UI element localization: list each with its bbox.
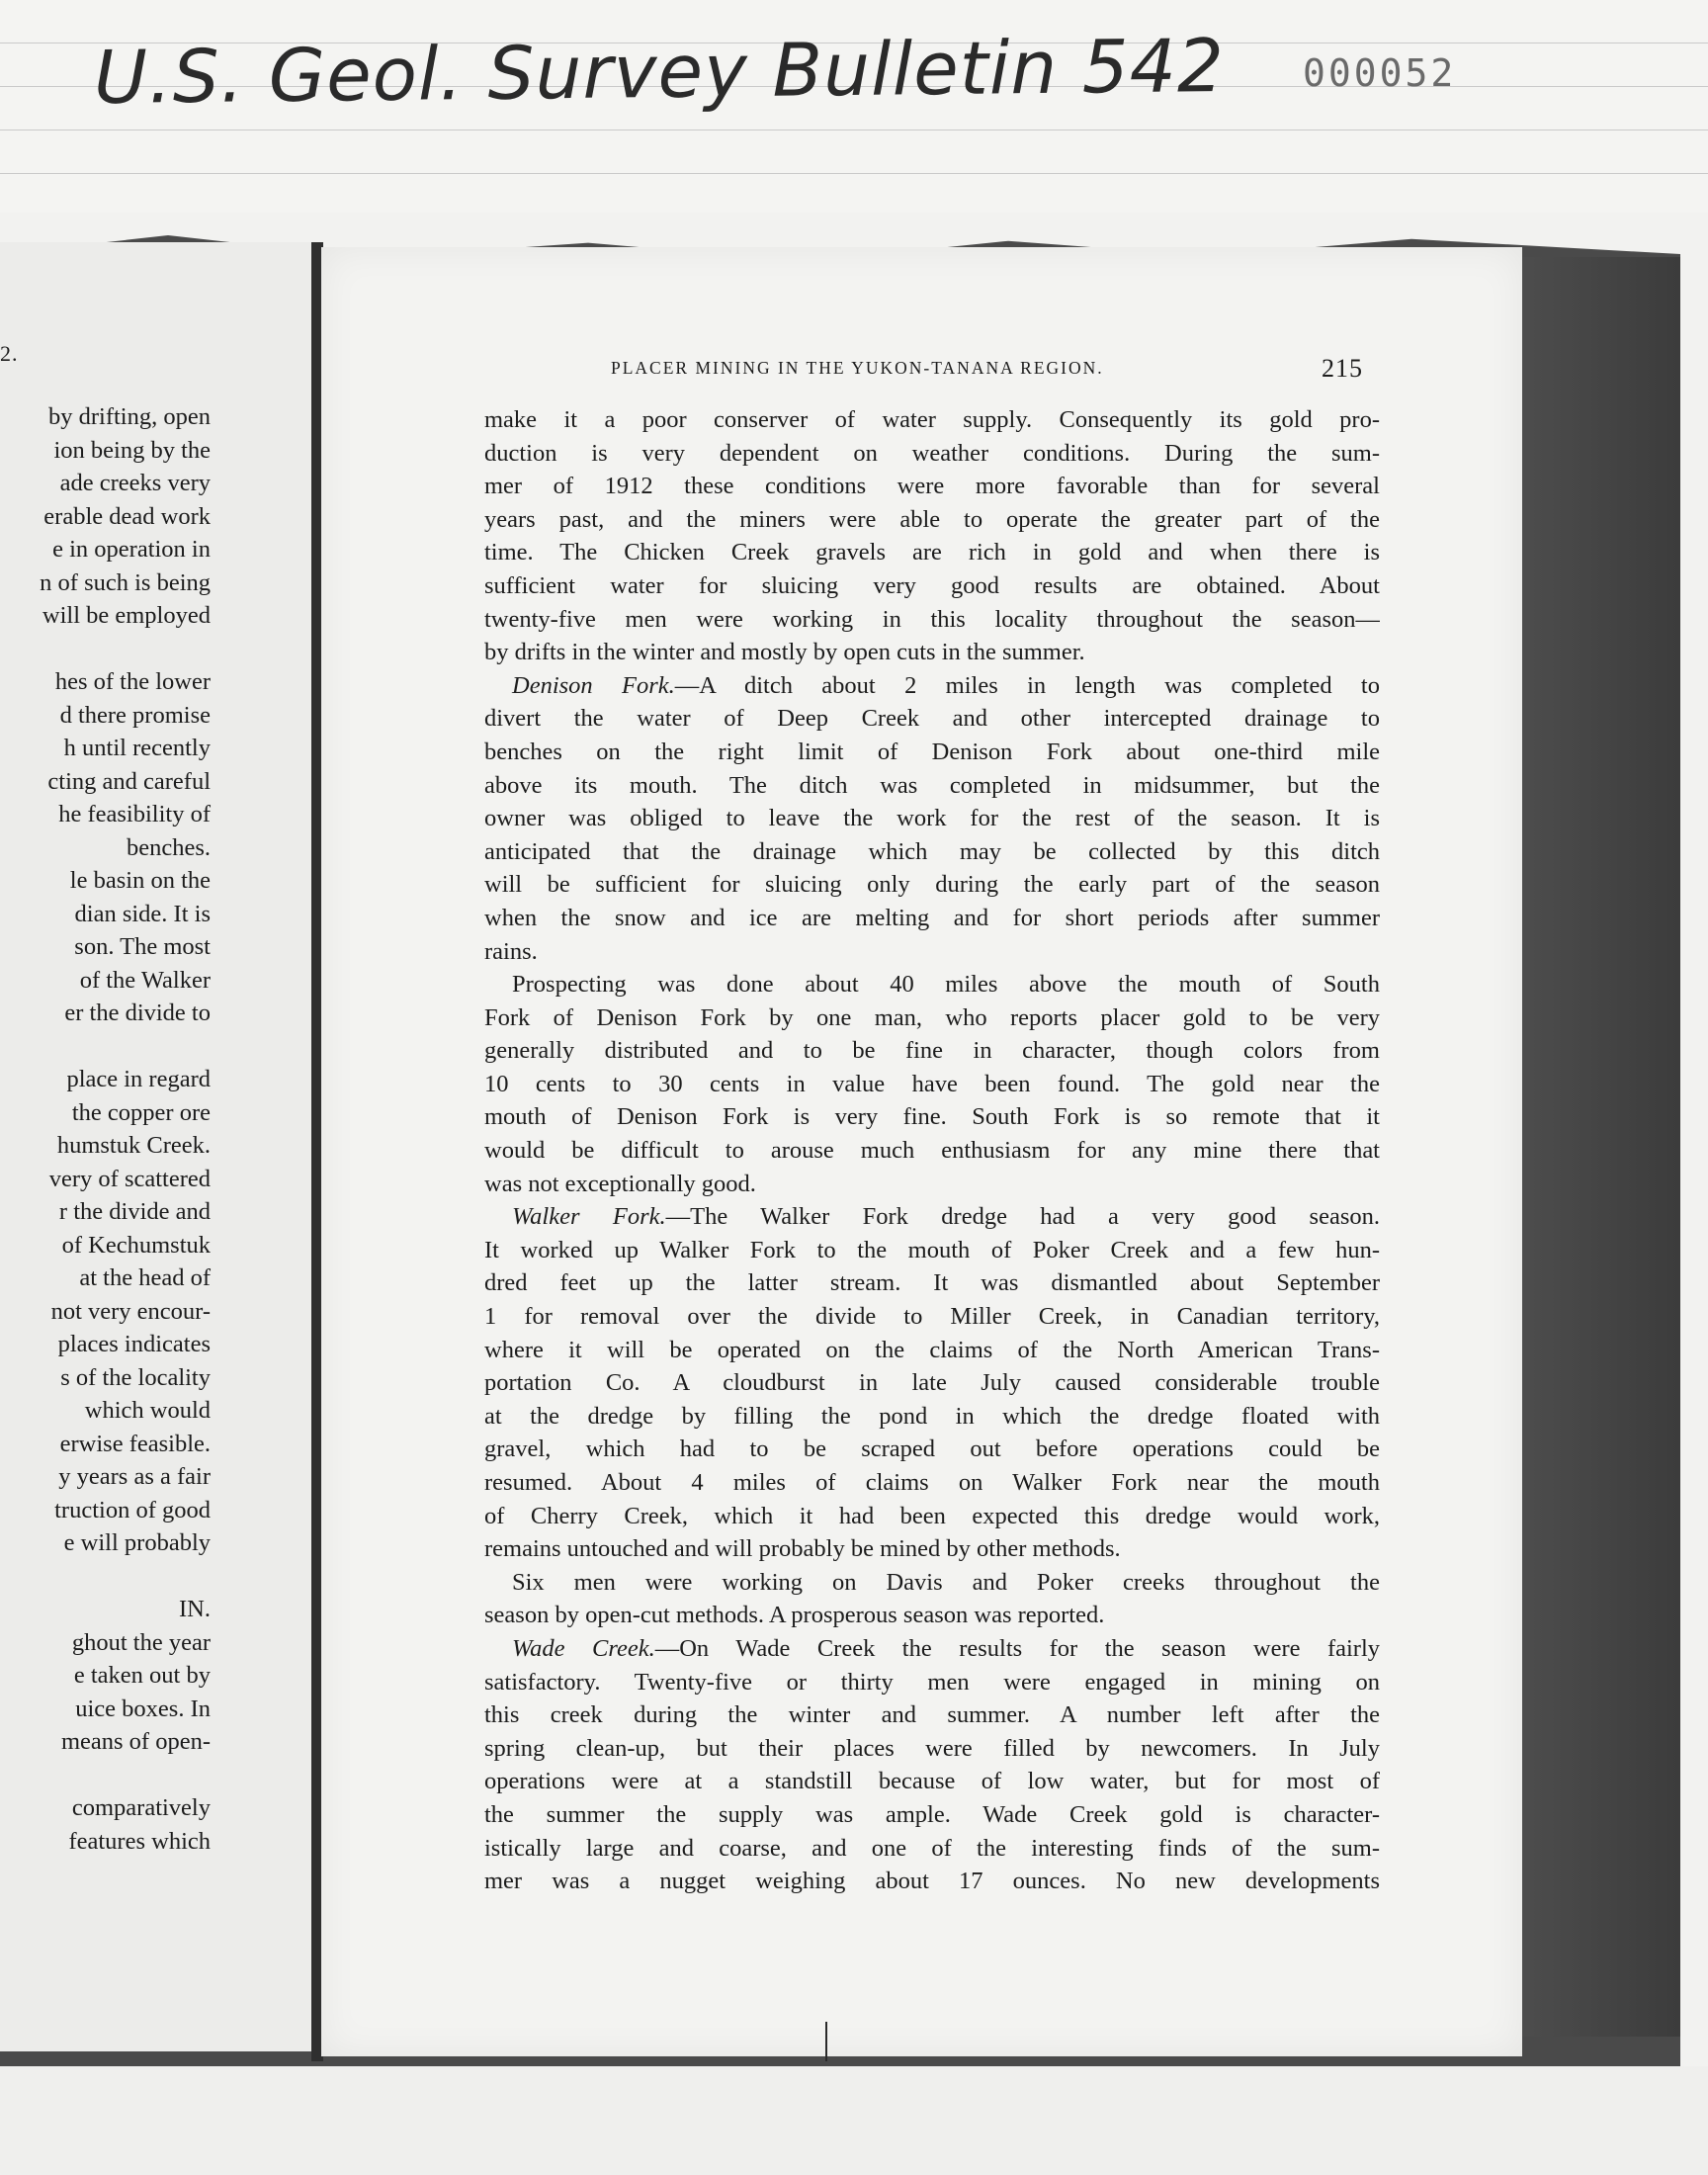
body-line — [484, 1366, 1380, 1400]
body-line — [484, 902, 1380, 935]
left-page-line — [0, 1030, 211, 1064]
body-line-text: of Cherry Creek, which it had been expected this dredge would work, — [484, 1502, 1380, 1529]
body-line — [484, 1300, 1380, 1334]
left-page-line: h until recently — [63, 735, 211, 761]
left-page-line: he feasibility of — [58, 801, 211, 827]
left-page-line: which would — [84, 1397, 211, 1424]
body-line — [484, 702, 1380, 736]
body-line — [484, 1532, 1380, 1566]
body-line — [484, 1666, 1380, 1699]
bottom-band — [0, 2066, 1708, 2175]
left-page-line: humstuk Creek. — [56, 1132, 211, 1159]
left-page-line: will be employed — [42, 602, 211, 629]
body-line-text: mer was a nugget weighing about 17 ounces. No new developments — [484, 1868, 1380, 1895]
body-line — [484, 1765, 1380, 1798]
left-page-line: not very encour- — [50, 1297, 211, 1325]
body-line — [484, 636, 1380, 669]
left-page-line: son. The most — [74, 933, 211, 960]
left-page-line: e taken out by — [73, 1662, 211, 1689]
left-page-line: n of such is being — [40, 568, 211, 596]
left-page-line: uice boxes. In — [75, 1695, 211, 1722]
body-line — [484, 1068, 1380, 1101]
body-line-text: operations were at a standstill because of low water, but for most of — [484, 1768, 1380, 1795]
body-line — [484, 1865, 1380, 1898]
stamp-number: 000052 — [1303, 51, 1457, 95]
section-heading-line — [484, 1200, 1380, 1234]
body-line-text: Fork of Denison Fork by one man, who reports placer gold to be very — [484, 1003, 1380, 1031]
body-line-text: make it a poor conserver of water supply. Consequently its gold pro- — [484, 406, 1380, 433]
body-line-text: portation Co. A cloudburst in late July caused considerable trouble — [484, 1369, 1380, 1397]
body-text — [484, 403, 1380, 1898]
body-line — [484, 1034, 1380, 1068]
left-page-line: erable dead work — [43, 502, 211, 530]
body-line-text: dred feet up the latter stream. It was dismantled about September — [484, 1269, 1380, 1297]
body-line — [484, 1334, 1380, 1367]
left-page-line: le basin on the — [69, 867, 211, 894]
body-line-text: —A ditch about 2 miles in length was completed to — [674, 671, 1380, 699]
left-page-line: ghout the year — [71, 1628, 211, 1656]
body-line — [484, 403, 1380, 437]
body-line-text: years past, and the miners were able to operate the greater part of the — [484, 505, 1380, 533]
body-line-text: —On Wade Creek the results for the season were fairly — [654, 1634, 1380, 1662]
left-page-line: truction of good — [54, 1496, 211, 1523]
left-page — [0, 242, 311, 2051]
left-page-line: s of the locality — [60, 1363, 211, 1391]
body-line — [484, 1466, 1380, 1500]
right-page — [321, 247, 1522, 2056]
body-line-text: resumed. About 4 miles of claims on Walker Fork near the mouth — [484, 1469, 1380, 1496]
left-page-line: erwise feasible. — [59, 1430, 211, 1457]
body-line-text: Six men were working on Davis and Poker creeks throughout the — [512, 1568, 1380, 1596]
left-page-line: at the head of — [79, 1264, 211, 1291]
left-page-line: cting and careful — [47, 767, 211, 795]
section-heading-line — [484, 669, 1380, 703]
left-page-line: IN. — [179, 1596, 211, 1622]
left-page-text — [0, 400, 211, 1858]
body-line — [484, 536, 1380, 569]
body-line-text: would be difficult to arouse much enthusiasm for any mine there that — [484, 1137, 1380, 1165]
left-page-line: the copper ore — [71, 1098, 211, 1126]
left-page-line: very of scattered — [48, 1165, 211, 1192]
body-line — [484, 569, 1380, 603]
section-heading-line — [484, 1632, 1380, 1666]
body-line-text: remains untouched and will probably be mined by other methods. — [484, 1535, 1121, 1563]
body-line — [484, 835, 1380, 869]
body-line — [484, 1168, 1380, 1201]
body-line-text: divert the water of Deep Creek and other intercepted drainage to — [484, 705, 1380, 733]
body-line-text: sufficient water for sluicing very good results are obtained. About — [484, 571, 1380, 599]
body-line-text: It worked up Walker Fork to the mouth of Poker Creek and a few hun- — [484, 1236, 1380, 1263]
body-line-text: istically large and coarse, and one of the interesting finds of the sum- — [484, 1834, 1380, 1862]
left-page-line — [0, 1560, 211, 1594]
body-line-text: at the dredge by filling the pond in which the dredge floated with — [484, 1402, 1380, 1430]
body-line — [484, 1266, 1380, 1300]
body-line-text: time. The Chicken Creek gravels are rich in gold and when there is — [484, 539, 1380, 566]
left-page-line: e in operation in — [52, 536, 211, 563]
paper-strip — [0, 0, 1708, 213]
body-line-text: satisfactory. Twenty-five or thirty men were engaged in mining on — [484, 1668, 1380, 1696]
left-page-line: place in regard — [66, 1066, 211, 1092]
scan-mark — [825, 2022, 827, 2061]
body-line — [484, 1566, 1380, 1600]
section-heading: Wade Creek. — [512, 1634, 655, 1662]
body-line — [484, 802, 1380, 835]
left-page-line: of Kechumstuk — [61, 1231, 211, 1259]
body-line — [484, 470, 1380, 503]
section-heading: Walker Fork. — [512, 1203, 666, 1231]
body-line-text: will be sufficient for sluicing only during the early part of the season — [484, 871, 1380, 899]
body-line — [484, 1798, 1380, 1832]
body-line-text: the summer the supply was ample. Wade Creek gold is character- — [484, 1800, 1380, 1828]
body-line-text: mouth of Denison Fork is very fine. South Fork is so remote that it — [484, 1103, 1380, 1131]
body-line-text: by drifts in the winter and mostly by open cuts in the summer. — [484, 639, 1085, 666]
body-line-text: Prospecting was done about 40 miles above the mouth of South — [512, 971, 1380, 999]
left-page-line: ade creeks very — [59, 470, 211, 496]
body-line — [484, 503, 1380, 537]
body-line-text: when the snow and ice are melting and for short periods after summer — [484, 904, 1380, 931]
body-line-text: spring clean-up, but their places were filled by newcomers. In July — [484, 1734, 1380, 1762]
body-line — [484, 736, 1380, 769]
left-page-line: comparatively — [71, 1794, 211, 1821]
left-page-line: places indicates — [57, 1331, 211, 1357]
body-line-text: generally distributed and to be fine in character, though colors from — [484, 1037, 1380, 1065]
body-line-text: gravel, which had to be scraped out before operations could be — [484, 1436, 1380, 1463]
body-line-text: benches on the right limit of Denison Fork about one-third mile — [484, 738, 1380, 765]
left-page-line: d there promise — [59, 701, 211, 729]
left-page-line: y years as a fair — [58, 1463, 211, 1490]
handwritten-title: U.S. Geol. Survey Bulletin 542 — [93, 24, 1226, 121]
body-line-text: this creek during the winter and summer. A number left after the — [484, 1701, 1380, 1729]
running-head: PLACER MINING IN THE YUKON-TANANA REGION. — [611, 358, 1104, 378]
body-line — [484, 769, 1380, 803]
left-page-line: dian side. It is — [74, 900, 211, 927]
body-line-text: —The Walker Fork dredge had a very good season. — [665, 1203, 1380, 1231]
body-line — [484, 1100, 1380, 1134]
body-line — [484, 1500, 1380, 1533]
body-line-text: where it will be operated on the claims of the North American Trans- — [484, 1336, 1380, 1363]
left-page-line: hes of the lower — [54, 668, 211, 695]
body-line — [484, 1599, 1380, 1632]
body-line — [484, 868, 1380, 902]
body-line-text: owner was obliged to leave the work for the rest of the season. It is — [484, 805, 1380, 832]
left-page-number: 2. — [0, 341, 19, 366]
page-number: 215 — [1322, 354, 1363, 383]
body-line-text: mer of 1912 these conditions were more favorable than for several — [484, 473, 1380, 500]
left-page-line: benches. — [126, 833, 211, 861]
body-line — [484, 1698, 1380, 1732]
left-page-line — [0, 633, 211, 666]
left-page-line — [0, 1759, 211, 1792]
body-line-text: 10 cents to 30 cents in value have been found. The gold near the — [484, 1070, 1380, 1097]
body-line-text: was not exceptionally good. — [484, 1170, 756, 1197]
left-page-line: features which — [68, 1827, 211, 1855]
body-line-text: season by open-cut methods. A prosperous season was reported. — [484, 1602, 1105, 1629]
body-line — [484, 1001, 1380, 1035]
body-line-text: anticipated that the drainage which may be collected by this ditch — [484, 837, 1380, 865]
left-page-line: by drifting, open — [48, 403, 211, 430]
left-page-line: of the Walker — [79, 966, 211, 994]
body-line — [484, 1732, 1380, 1766]
body-line-text: twenty-five men were working in this locality throughout the season— — [484, 605, 1380, 633]
body-line — [484, 1134, 1380, 1168]
left-page-line: r the divide and — [58, 1198, 211, 1225]
body-line-text: duction is very dependent on weather conditions. During the sum- — [484, 439, 1380, 467]
body-line — [484, 1234, 1380, 1267]
left-page-line: ion being by the — [53, 436, 211, 464]
left-page-line: e will probably — [63, 1529, 211, 1556]
left-page-line: er the divide to — [64, 1000, 211, 1026]
body-line — [484, 1832, 1380, 1866]
body-line-text: above its mouth. The ditch was completed in midsummer, but the — [484, 771, 1380, 799]
body-line — [484, 437, 1380, 471]
body-line — [484, 603, 1380, 637]
body-line-text: rains. — [484, 937, 538, 965]
body-line — [484, 968, 1380, 1001]
section-heading: Denison Fork. — [512, 671, 675, 699]
body-line — [484, 935, 1380, 969]
body-line — [484, 1400, 1380, 1434]
body-line — [484, 1433, 1380, 1466]
left-page-line: means of open- — [60, 1728, 211, 1755]
body-line-text: 1 for removal over the divide to Miller Creek, in Canadian territory, — [484, 1303, 1380, 1331]
